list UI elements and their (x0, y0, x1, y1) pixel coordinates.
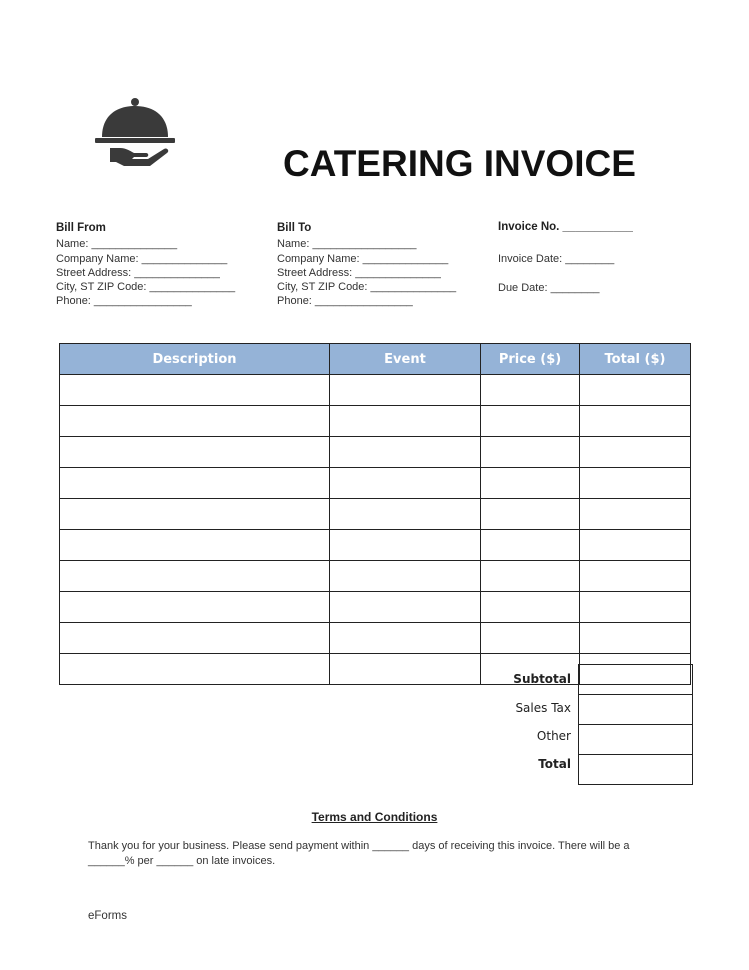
price-cell[interactable] (481, 375, 580, 406)
other-cell[interactable] (579, 725, 693, 755)
line-items-table (59, 343, 691, 685)
column-header-event: Event (330, 344, 481, 375)
total-cell[interactable] (580, 437, 691, 468)
bill-to-name-field[interactable]: Name: _________________ (277, 238, 417, 251)
event-cell[interactable] (330, 654, 481, 685)
bill-to-phone-field[interactable]: Phone: ________________ (277, 295, 413, 308)
event-cell[interactable] (330, 561, 481, 592)
table-row (60, 468, 691, 499)
other-label: Other (536, 729, 571, 743)
price-cell[interactable] (481, 406, 580, 437)
total-cell[interactable] (580, 592, 691, 623)
subtotal-cell[interactable] (579, 665, 693, 695)
total-cell[interactable] (580, 375, 691, 406)
table-row (60, 561, 691, 592)
table-row (60, 406, 691, 437)
table-header-row (60, 344, 691, 375)
due-date-field[interactable]: Due Date: ________ (498, 282, 600, 294)
table-row (60, 437, 691, 468)
terms-text: Thank you for your business. Please send payment within ______ days of receiving this invoice. There will be a ______% per ______ on late invoices. (88, 840, 630, 867)
event-cell[interactable] (330, 530, 481, 561)
price-cell[interactable] (481, 530, 580, 561)
column-header-price: Price ($) (481, 344, 580, 375)
total-cell[interactable] (579, 755, 693, 785)
subtotal-label: Subtotal (513, 672, 571, 686)
description-cell[interactable] (60, 468, 330, 499)
price-cell[interactable] (481, 623, 580, 654)
bill-from-city-field[interactable]: City, ST ZIP Code: ______________ (56, 281, 236, 294)
catering-cloche-icon (92, 96, 178, 174)
bill-from-name-field[interactable]: Name: ______________ (56, 238, 178, 251)
bill-from-phone-field[interactable]: Phone: ________________ (56, 295, 192, 308)
event-cell[interactable] (330, 592, 481, 623)
invoice-title: CATERING INVOICE (283, 143, 636, 184)
description-cell[interactable] (60, 375, 330, 406)
description-cell[interactable] (60, 437, 330, 468)
event-cell[interactable] (330, 499, 481, 530)
price-cell[interactable] (481, 499, 580, 530)
event-cell[interactable] (330, 375, 481, 406)
bill-from-street-field[interactable]: Street Address: ______________ (56, 266, 220, 279)
total-cell[interactable] (580, 499, 691, 530)
bill-to-company-field[interactable]: Company Name: ______________ (277, 252, 449, 265)
table-row (60, 375, 691, 406)
bill-to-section (277, 221, 456, 309)
event-cell[interactable] (330, 437, 481, 468)
bill-to-city-field[interactable]: City, ST ZIP Code: ______________ (277, 281, 457, 294)
invoice-date-field[interactable]: Invoice Date: ________ (498, 253, 615, 265)
bill-from-section (56, 221, 235, 309)
table-row (60, 592, 691, 623)
bill-from-company-field[interactable]: Company Name: ______________ (56, 252, 228, 265)
description-cell[interactable] (60, 561, 330, 592)
price-cell[interactable] (481, 561, 580, 592)
sales-tax-label: Sales Tax (515, 701, 571, 715)
total-cell[interactable] (580, 561, 691, 592)
description-cell[interactable] (60, 623, 330, 654)
bill-from-header: Bill From (56, 222, 106, 234)
table-row (60, 530, 691, 561)
totals-table (578, 664, 693, 785)
total-cell[interactable] (580, 530, 691, 561)
description-cell[interactable] (60, 499, 330, 530)
event-cell[interactable] (330, 406, 481, 437)
event-cell[interactable] (330, 623, 481, 654)
table-row (60, 623, 691, 654)
bill-to-street-field[interactable]: Street Address: ______________ (277, 266, 441, 279)
column-header-total: Total ($) (580, 344, 691, 375)
description-cell[interactable] (60, 406, 330, 437)
description-cell[interactable] (60, 592, 330, 623)
bill-to-header: Bill To (277, 222, 312, 234)
footer-brand: eForms (88, 910, 127, 922)
total-cell[interactable] (580, 406, 691, 437)
column-header-description: Description (60, 344, 330, 375)
invoice-number-field[interactable]: Invoice No. ___________ (498, 221, 633, 233)
total-label: Total (538, 757, 571, 771)
total-cell[interactable] (580, 623, 691, 654)
table-row (60, 499, 691, 530)
total-cell[interactable] (580, 468, 691, 499)
event-cell[interactable] (330, 468, 481, 499)
description-cell[interactable] (60, 654, 330, 685)
sales-tax-cell[interactable] (579, 695, 693, 725)
price-cell[interactable] (481, 437, 580, 468)
terms-title: Terms and Conditions (311, 810, 438, 824)
price-cell[interactable] (481, 592, 580, 623)
price-cell[interactable] (481, 468, 580, 499)
description-cell[interactable] (60, 530, 330, 561)
